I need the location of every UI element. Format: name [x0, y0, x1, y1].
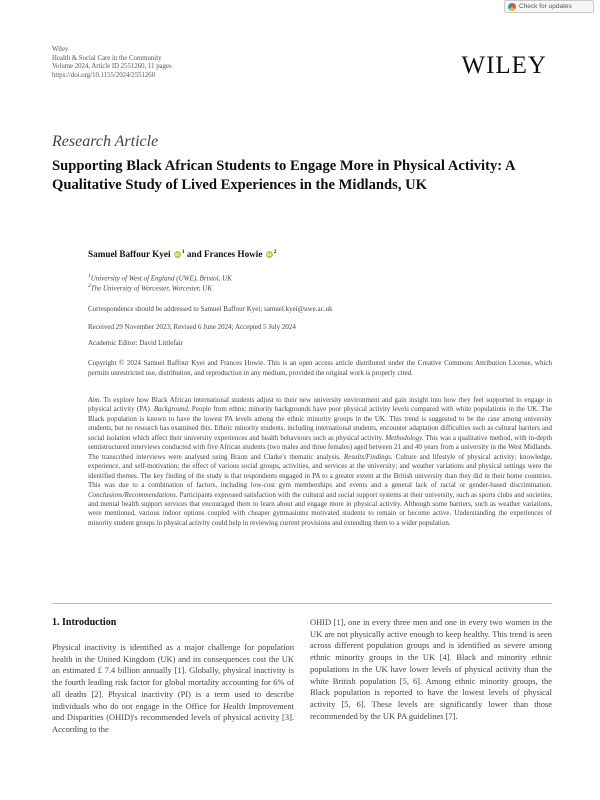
orcid-icon[interactable]: iD [266, 252, 272, 258]
abstract-background: People from ethnic minority backgrounds have poor physical activity levels compared with white populations in the UK. The Black population is known to have the lowest PA levels among the ethnic minority groups in the UK. This trend is suggested to be the case among university students, but no research has examined this. Ethnic minority students, including international students, encounter adaptation difficulties such as cultural barriers and social isolation which affect their university experiences and health behaviours such as physical activity. [88, 405, 552, 442]
author-2: Frances Howie [204, 249, 263, 260]
introduction-heading: 1. Introduction [52, 617, 117, 628]
author-1-affiliation-mark: 1 [181, 249, 185, 255]
affiliation-2 [88, 283, 212, 292]
affiliation-2-mark: 2 [88, 283, 91, 289]
affiliation-1-mark: 1 [88, 273, 91, 279]
author-line [88, 249, 276, 259]
abstract-methodology: This was a qualitative method, with in-depth semistructured interviews conducted with five African students (two males and three females) aged between 21 and 40 years from a university in the West Midlands. The transcribed interviews were analysed using Braun and Clarke's thematic analysis. [88, 433, 552, 461]
copyright-notice: Copyright © 2024 Samuel Baffour Kyei and Frances Howie. This is an open access article distributed under the Creative Commons Attribution License, which permits unrestricted use, distribution, and reproduction in any medium, provided the original work is properly cited. [88, 359, 552, 377]
affiliation-1-text: University of West of England (UWE), Bristol, UK [90, 274, 232, 283]
abstract-results: Culture and lifestyle of physical activity; knowledge, experience, and self-motivation; the effect of various social groups, activities, and services at the university; and weather variations and physical settings were the identified themes. The key finding of the study is that respondents engaged in PA to a greater extent at the British university than they did in their home countries. This was due to a combination of factors, including low-cost gym memberships and events and a general lack of racial or gender-based discrimination. [88, 452, 552, 490]
affiliation-1 [88, 273, 232, 282]
correspondence: Correspondence should be addressed to Samuel Baffour Kyei; samuel.kyei@uwe.ac.uk [88, 305, 333, 313]
author-2-affiliation-mark: 2 [273, 249, 277, 255]
check-for-updates-label: Check for updates [519, 3, 572, 10]
abstract [88, 396, 552, 528]
academic-editor: Academic Editor: David Littlefair [88, 339, 184, 347]
journal-meta [52, 46, 172, 80]
abstract-aim: To explore how Black African international students adjust to their new university environment and gain insight into how they feel supported to engage in physical activity (PA). [88, 396, 552, 414]
section-divider [52, 603, 552, 604]
article-title: Supporting Black African Students to Engage More in Physical Activity: A Qualitative Study of Lived Experiences in the Midlands, UK [52, 158, 515, 193]
author-1: Samuel Baffour Kyei [88, 249, 171, 260]
crossmark-icon [508, 3, 516, 11]
introduction-column-1: Physical inactivity is identified as a major challenge for population health in the United Kingdom (UK) and its consequences cost the UK an estimated £ 7.4 billion annually [1]. Globally, physical inactivity is the fourth leading risk factor for global mortality accounting for 6% of all deaths [2]. Physical inactivity (PI) is a term used to describe individuals who do not engage in the Office for Health Improvement and Disparities (OHID)'s recommended levels of physical activity [3]. According to the [52, 642, 294, 734]
abstract-conclusions: Participants expressed satisfaction with the cultural and social support systems at their university, such as sports clubs and societies, and mental health support services that encouraged them to learn about and engage more in physical activity. Although some barriers, such as weather variations, were mentioned, various indoor options coupled with cheaper gymnasiums motivated students to remain or become active. Understanding the experiences of minority student groups in physical activity could help in reviewing current provisions and extending them to a wider population. [88, 490, 552, 527]
journal-name: Health & Social Care in the Community [52, 54, 162, 62]
journal-volume: Volume 2024, Article ID 2551260, 11 pages [52, 63, 172, 71]
journal-doi[interactable]: https://doi.org/10.1155/2024/2551260 [52, 71, 156, 79]
abstract-conclusions-label: Conclusions/Recommendations. [88, 490, 178, 499]
publisher-name: Wiley [52, 46, 69, 53]
abstract-methodology-label: Methodology. [385, 433, 424, 442]
abstract-results-label: Results/Findings. [343, 452, 393, 461]
orcid-icon[interactable]: iD [175, 252, 180, 258]
author-conjunction: and [186, 249, 202, 260]
check-for-updates-badge[interactable] [504, 0, 594, 13]
article-type: Research Article [52, 133, 159, 150]
wiley-logo: WILEY [461, 52, 547, 79]
introduction-column-2: OHID [1], one in every three men and one in every two women in the UK are not physically active enough to keep healthy. This trend is seen across different population groups and is identified as severe among ethnic minority groups in the UK [4]. Black and minority ethnic populations in the UK have lower levels of physical activity than the white British population [5, 6]. Among ethnic minority groups, the Black population is reported to have the lowest levels of physical activity [5, 6]. These levels are significantly lower than those recommended by the UK PA guidelines [7]. [310, 617, 552, 721]
abstract-background-label: Background. [153, 405, 190, 414]
affiliation-2-text: The University of Worcester, Worcester, UK [90, 284, 213, 293]
article-dates: Received 29 November 2023; Revised 6 June 2024; Accepted 5 July 2024 [88, 323, 296, 331]
abstract-aim-label: Aim. [88, 396, 102, 404]
